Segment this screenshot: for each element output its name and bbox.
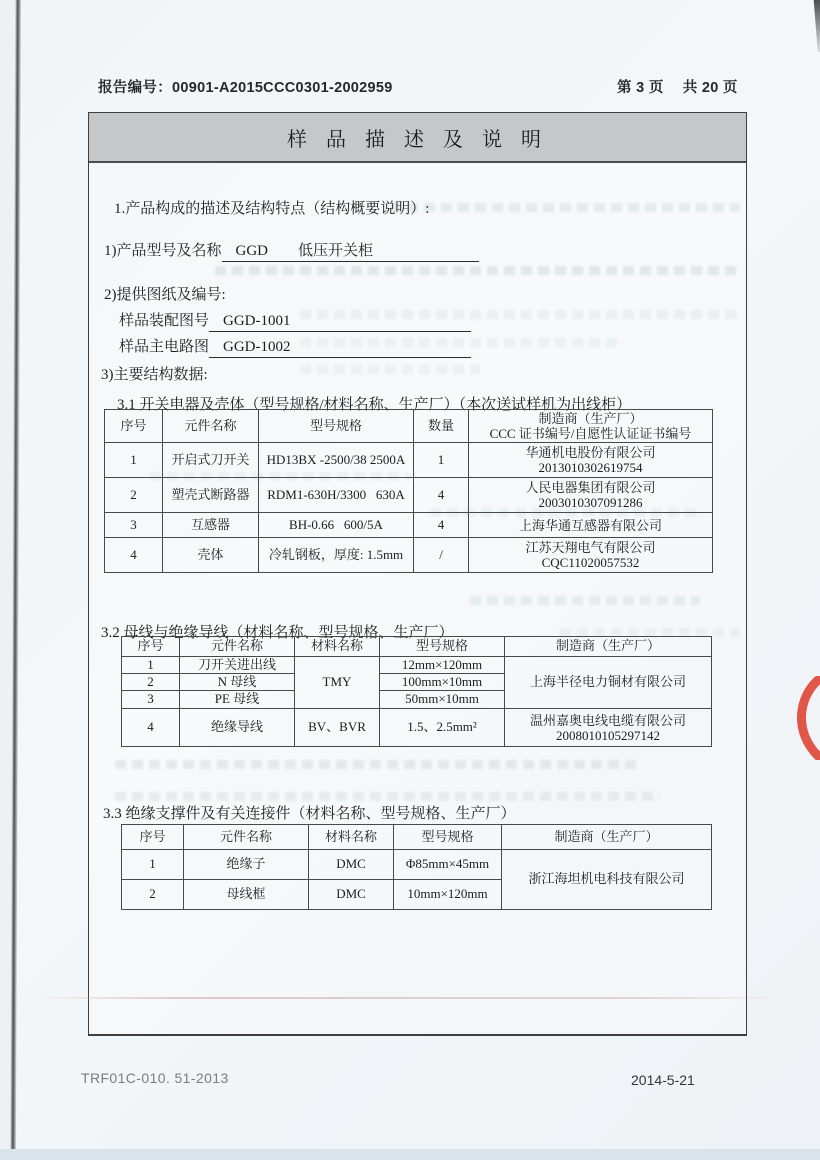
table-row: 1 开启式刀开关 HD13BX -2500/38 2500A 1 华通机电股份有限公司 2013010302619754	[105, 443, 713, 478]
col-header-mfr: 制造商（生产厂）	[505, 637, 712, 657]
structure-data-label: 3)主要结构数据:	[101, 367, 208, 383]
circuit-diagram-label: 样品主电路图	[119, 339, 210, 355]
product-model-label: 1)产品型号及名称	[104, 243, 222, 259]
title-bar	[89, 113, 746, 163]
product-model-value: GGD 低压开关柜	[222, 239, 479, 262]
table-row: 3 PE 母线 50mm×10mm	[122, 691, 712, 709]
merged-mfr-cell: 浙江海坦机电科技有限公司	[502, 850, 712, 910]
page-title: 样 品 描 述 及 说 明	[287, 128, 548, 151]
busbar-table	[121, 636, 712, 747]
table-row: 1 绝缘子 DMC Φ85mm×45mm 浙江海坦机电科技有限公司	[122, 850, 712, 880]
product-model-row	[104, 239, 479, 262]
col-header-material: 材料名称	[309, 825, 394, 850]
col-header-no: 序号	[105, 410, 163, 443]
red-stamp-fragment	[791, 676, 820, 760]
circuit-diagram-value: GGD-1002	[209, 339, 471, 358]
col-header-mfr: 制造商（生产厂）	[502, 825, 712, 850]
col-header-component: 元件名称	[180, 637, 295, 657]
section1-heading: 1.产品构成的描述及结构特点（结构概要说明）:	[114, 201, 430, 217]
table-row: 2 塑壳式断路器 RDM1-630H/3300 630A 4 人民电器集团有限公司 2003010307091286	[105, 478, 713, 513]
col-header-qty: 数量	[414, 410, 469, 443]
form-code: TRF01C-010. 51-2013	[81, 1070, 229, 1086]
col-header-spec: 型号规格	[380, 637, 505, 657]
table-row: 2 母线框 DMC 10mm×120mm	[122, 880, 712, 910]
col-header-material: 材料名称	[295, 637, 380, 657]
table-row: 4 壳体 冷轧钢板，厚度: 1.5mm / 江苏天翔电气有限公司 CQC11020057532	[105, 538, 713, 573]
section33-heading: 3.3 绝缘支撑件及有关连接件（材料名称、型号规格、生产厂）	[103, 806, 516, 822]
merged-mfr-cell: 上海半径电力铜材有限公司	[505, 657, 712, 709]
col-header-component: 元件名称	[184, 825, 309, 850]
report-number: 报告编号：00901-A2015CCC0301-2002959	[98, 80, 393, 96]
merged-material-cell: TMY	[295, 657, 380, 709]
assembly-drawing-row	[119, 309, 471, 332]
page-indicator: 第 3 页 共 20 页	[617, 80, 738, 96]
section31-heading: 3.1 开关电器及壳体（型号规格/材料名称、生产厂）（本次送试样机为出线柜）	[117, 397, 632, 413]
col-header-no: 序号	[122, 637, 180, 657]
assembly-drawing-label: 样品装配图号	[119, 313, 210, 329]
assembly-drawing-value: GGD-1001	[209, 313, 471, 332]
corner-shadow	[811, 0, 820, 52]
table-row: 1 刀开关进出线 TMY 12mm×120mm 上海半径电力铜材有限公司	[122, 657, 712, 674]
report-date: 2014-5-21	[631, 1072, 695, 1088]
col-header-spec: 型号规格	[394, 825, 502, 850]
circuit-diagram-row	[119, 335, 471, 358]
col-header-component: 元件名称	[163, 410, 259, 443]
col-header-no: 序号	[122, 825, 184, 850]
table-row: 4 绝缘导线 BV、BVR 1.5、2.5mm² 温州嘉奥电线电缆有限公司 2008010105297142	[122, 709, 712, 747]
drawings-label: 2)提供图纸及编号:	[104, 287, 226, 303]
paper-crease	[30, 997, 790, 999]
content-frame	[88, 112, 747, 1036]
table-row: 3 互感器 BH-0.66 600/5A 4 上海华通互感器有限公司	[105, 513, 713, 538]
col-header-spec: 型号规格	[259, 410, 414, 443]
scan-bottom-edge	[0, 1149, 820, 1160]
switchgear-table	[104, 409, 713, 573]
section32-heading: 3.2 母线与绝缘导线（材料名称、型号规格、生产厂）	[101, 625, 454, 641]
insulator-table	[121, 824, 712, 910]
col-header-mfr: 制造商（生产厂） CCC 证书编号/自愿性认证证书编号	[469, 410, 713, 443]
table-row: 2 N 母线 100mm×10mm	[122, 674, 712, 691]
